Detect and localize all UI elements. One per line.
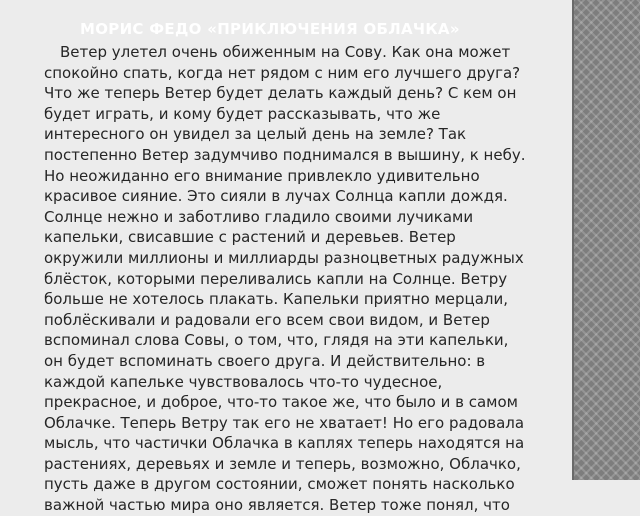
story-paragraph: Ветер улетел очень обиженным на Сову. Как она может спокойно спать, когда нет рядом с ним его лучшего друга? Что же теперь Ветер будет делать каждый день? С кем он будет играть, и кому будет рассказывать, что же интересного он увидел за целый день на земле? Так постепенно Ветер задумчиво поднимался в вышину, к небу. Но неожиданно его внимание привлекло удивительно красивое сияние. Это сияли в лучах Солнца капли дождя. Солнце нежно и заботливо гладило своими лучиками капельки, свисавшие с растений и деревьев. Ветер окружили миллионы и миллиарды разноцветных радужных блёсток, которыми переливались капли на Солнце. Ветру больше не хотелось плакать. Капельки приятно мерцали, поблёскивали и радовали его всем свои видом, и Ветер вспоминал слова Совы, о том, что, глядя на эти капельки, он будет вспоминать своего друга. И действительно: в каждой капельке чувствовалось что-то чудесное, прекрасное, и доброе, что-то такое же, что было и в самом Облачке. Теперь Ветру так его не хватает! Но его радовала мысль, что частички Облачка в каплях теперь находятся на растениях, деревьях и земле и теперь, возможно, Облачко, пусть даже в другом состоянии, сможет понять насколько важной частью мира оно является. Ветер тоже понял, что bbox=[44, 43, 526, 515]
slide-title: МОРИС ФЕДО «ПРИКЛЮЧЕНИЯ ОБЛАЧКА» bbox=[80, 20, 460, 38]
stripe-edge-line bbox=[572, 0, 574, 480]
decorative-side-stripe bbox=[572, 0, 640, 480]
